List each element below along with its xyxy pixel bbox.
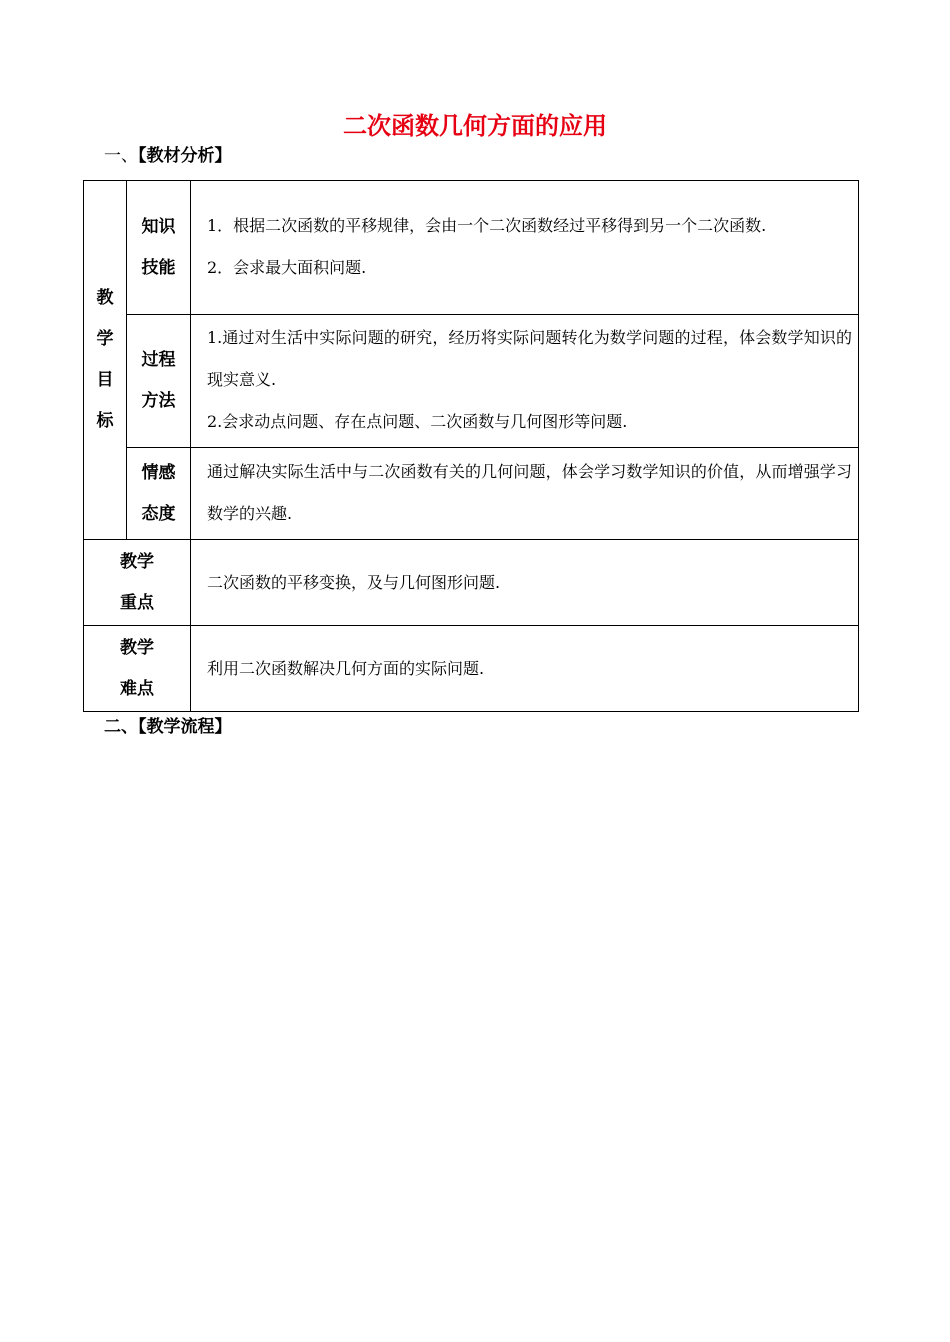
key-points-content-cell (191, 540, 859, 626)
key-points-label-cell (84, 540, 191, 626)
section-heading-analysis (104, 144, 232, 168)
process-item: 1.通过对生活中实际问题的研究，经历将实际问题转化为数学问题的过程，体会数学知识的现实意义. (207, 328, 852, 389)
goals-label-cell (84, 181, 127, 540)
process-content (191, 315, 858, 447)
section-heading-process: 二、【教学流程】 (104, 717, 232, 737)
key-points-label: 教学重点 (120, 551, 154, 613)
emotion-label-cell (127, 448, 191, 540)
section-number: 一、 (104, 146, 138, 166)
process-content-cell (191, 315, 859, 448)
knowledge-item: 1．根据二次函数的平移规律，会由一个二次函数经过平移得到另一个二次函数. (207, 215, 767, 235)
difficulties-content-cell (191, 626, 859, 712)
goals-label: 教学目标 (96, 288, 114, 431)
table-row-key-points (84, 540, 859, 626)
knowledge-content-cell (191, 181, 859, 315)
emotion-content-cell (191, 448, 859, 540)
document-title: 二次函数几何方面的应用 (343, 112, 607, 140)
emotion-label: 情感态度 (141, 462, 176, 524)
difficulties-label: 教学难点 (120, 637, 154, 699)
table-row-difficulties (84, 626, 859, 712)
key-points-content: 二次函数的平移变换，及与几何图形问题. (207, 572, 501, 592)
knowledge-label-cell (127, 181, 191, 315)
difficulties-content: 利用二次函数解决几何方面的实际问题. (207, 658, 485, 678)
emotion-content: 通过解决实际生活中与二次函数有关的几何问题，体会学习数学知识的价值，从而增强学习数学的兴趣. (207, 461, 852, 523)
process-item: 2.会求动点问题、存在点问题、二次函数与几何图形等问题. (207, 412, 628, 431)
table-row-knowledge (84, 181, 859, 315)
knowledge-item: 2．会求最大面积问题. (207, 257, 367, 277)
section-label: 【教材分析】 (138, 146, 232, 166)
process-label: 过程方法 (141, 350, 176, 411)
knowledge-content (191, 203, 858, 293)
table-row-process (84, 315, 859, 448)
process-label-cell (127, 315, 191, 448)
difficulties-label-cell (84, 626, 191, 712)
analysis-table (83, 180, 859, 712)
knowledge-label: 知识技能 (141, 216, 176, 278)
table-row-emotion (84, 448, 859, 540)
